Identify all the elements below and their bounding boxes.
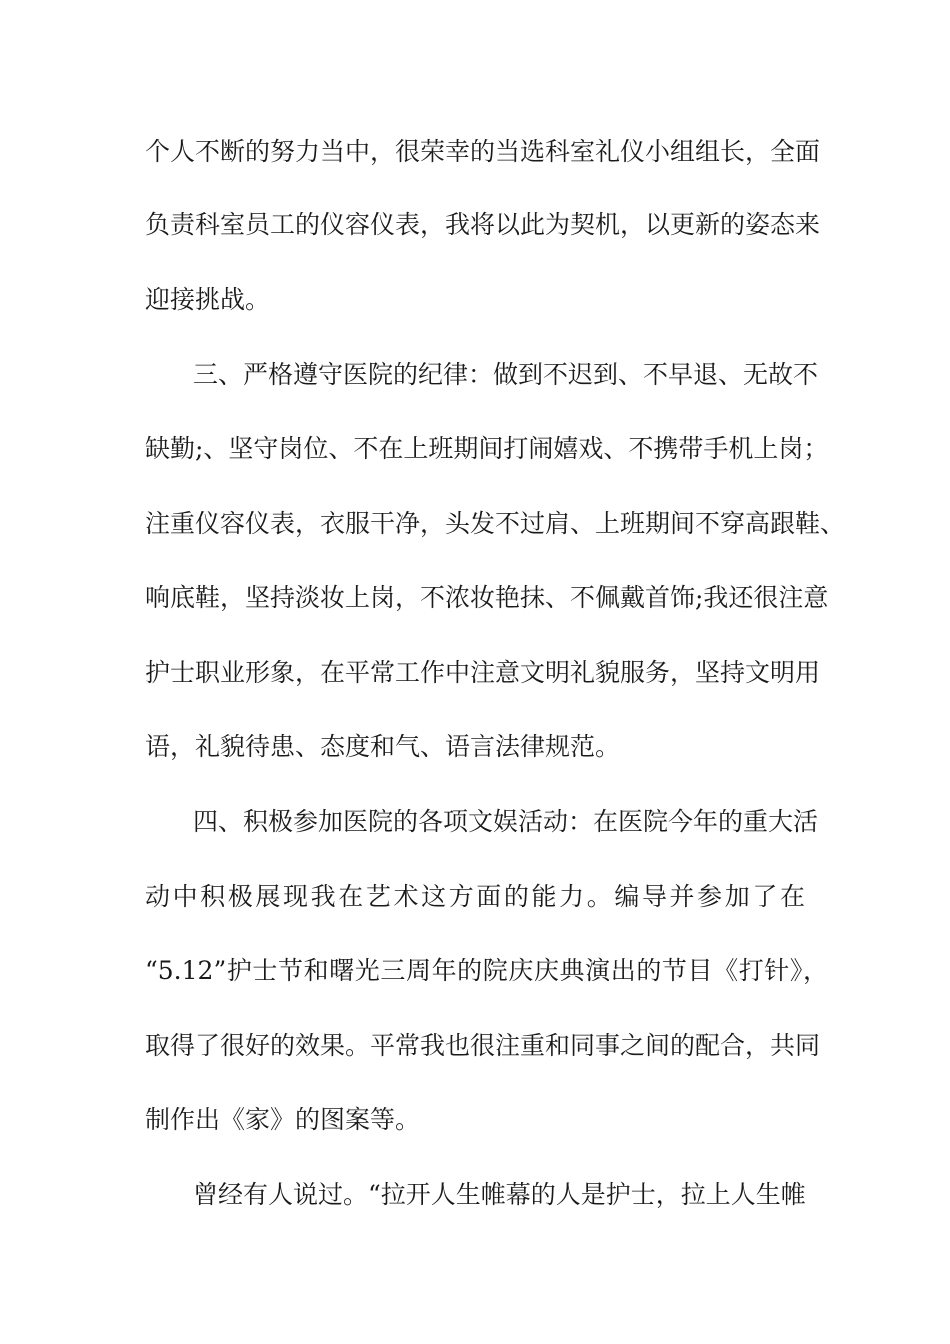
text-line: 个人不断的努力当中，很荣幸的当选科室礼仪小组组长，全面 (145, 137, 821, 166)
text-line: 缺勤;、坚守岗位、不在上班期间打闹嬉戏、不携带手机上岗； (145, 434, 829, 463)
paragraph-first-line: 四、积极参加医院的各项文娱活动：在医院今年的重大活 (193, 807, 819, 836)
text-line: 迎接挑战。 (145, 285, 271, 314)
text-line: 负责科室员工的仪容仪表，我将以此为契机，以更新的姿态来 (145, 210, 821, 239)
text-line: “5.12”护士节和曙光三周年的院庆庆典演出的节目《打针》， (145, 956, 828, 985)
text-line: 响底鞋，坚持淡妆上岗，不浓妆艳抹、不佩戴首饰;我还很注意 (145, 583, 829, 612)
text-line: 取得了很好的效果。平常我也很注重和同事之间的配合，共同 (145, 1031, 821, 1060)
paragraph-first-line: 三、严格遵守医院的纪律：做到不迟到、不早退、无故不 (193, 360, 819, 389)
paragraph-first-line: 曾经有人说过。“拉开人生帷幕的人是护士，拉上人生帷 (193, 1180, 806, 1209)
text-line: 注重仪容仪表，衣服干净，头发不过肩、上班期间不穿高跟鞋、 (145, 509, 846, 538)
text-line: 制作出《家》的图案等。 (145, 1105, 421, 1134)
text-line: 语，礼貌待患、态度和气、语言法律规范。 (145, 732, 621, 761)
text-line: 护士职业形象，在平常工作中注意文明礼貌服务，坚持文明用 (145, 658, 821, 687)
text-line: 动中积极展现我在艺术这方面的能力。编导并参加了在 (145, 882, 805, 911)
